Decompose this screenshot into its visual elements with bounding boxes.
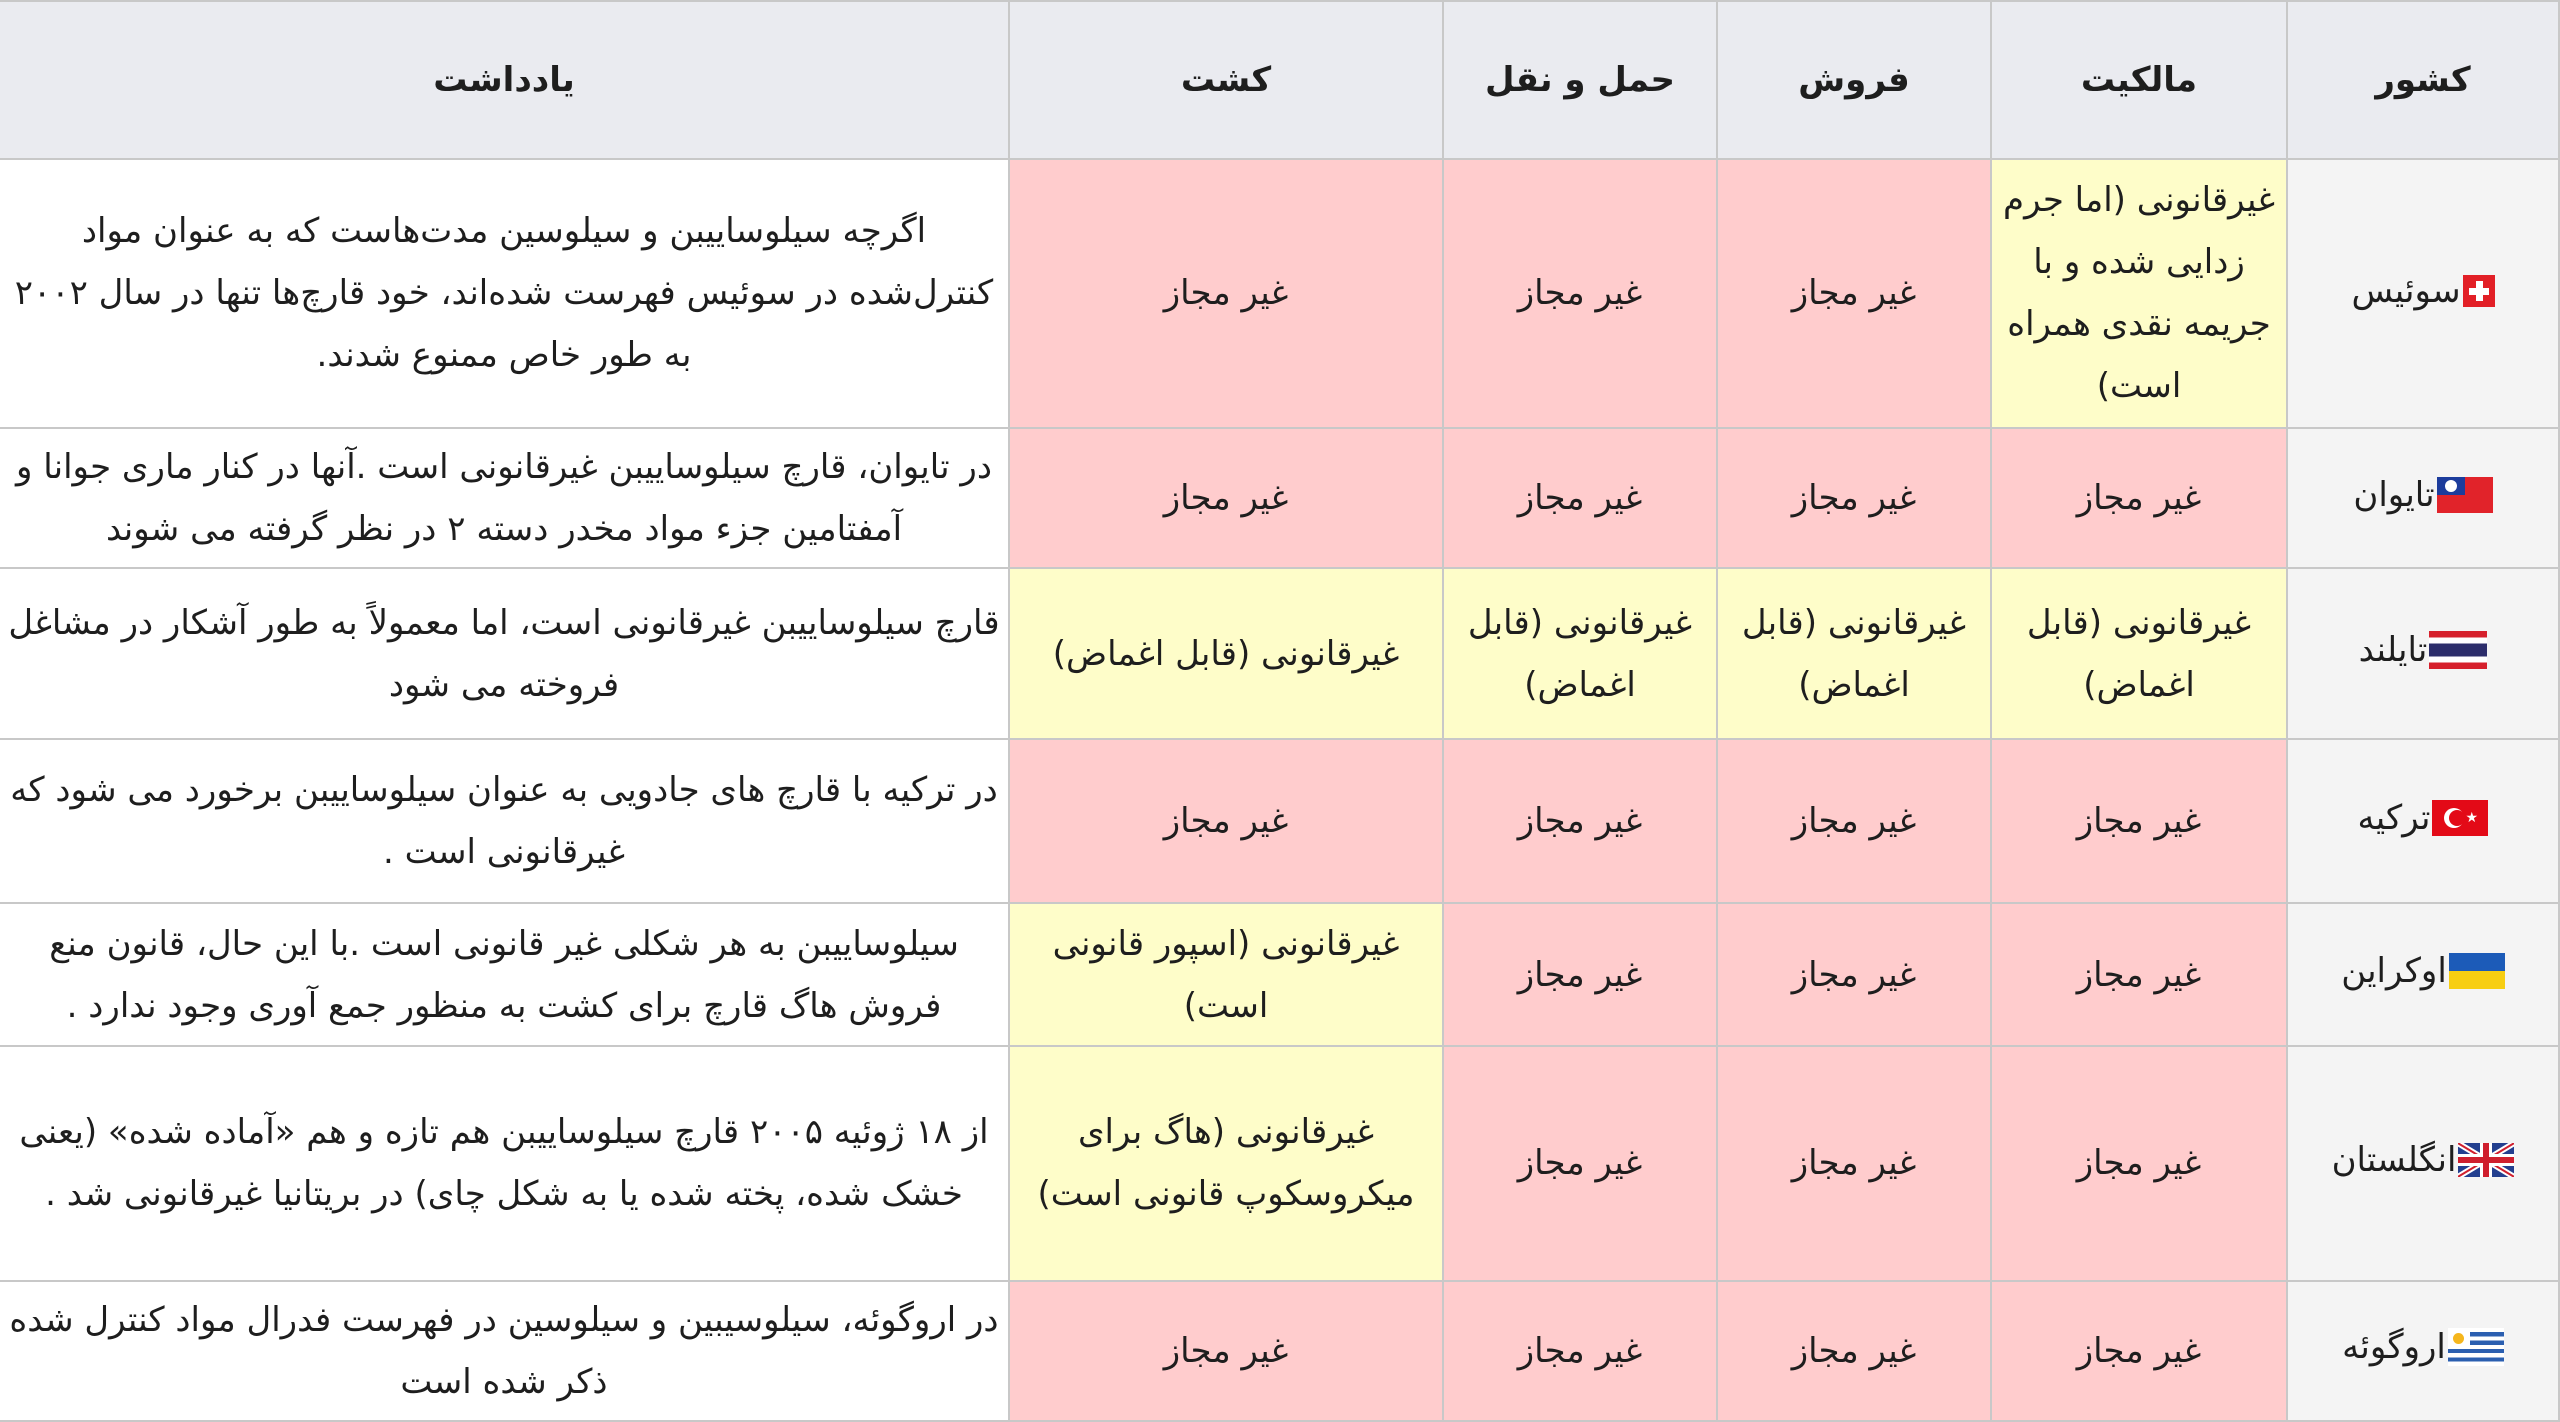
sale-cell: غیر مجاز	[1717, 1046, 1991, 1281]
notes-cell: سیلوساییبن به هر شکلی غیر قانونی است .با این حال، قانون منع فروش هاگ قارچ برای کشت به منظور جمع آوری وجود ندارد .	[0, 903, 1009, 1045]
header-ownership: مالکیت	[1991, 1, 2287, 159]
ownership-cell: غیر مجاز	[1991, 1281, 2287, 1422]
sale-cell: غیر مجاز	[1717, 1281, 1991, 1422]
country-cell	[2287, 739, 2559, 904]
notes-cell: در تایوان، قارچ سیلوساییبن غیرقانونی است .آنها در کنار ماری جوانا و آمفتامین جزء مواد مخدر دسته ۲ در نظر گرفته می شوند	[0, 428, 1009, 568]
transport-cell: غیرقانونی (قابل اغماض)	[1443, 568, 1717, 739]
sale-cell: غیر مجاز	[1717, 159, 1991, 428]
table-row	[0, 568, 2559, 739]
header-transport: حمل و نقل	[1443, 1, 1717, 159]
header-cultivation: کشت	[1009, 1, 1443, 159]
country-cell	[2287, 1046, 2559, 1281]
cultivation-cell: غیرقانونی (هاگ برای میکروسکوپ قانونی است)	[1009, 1046, 1443, 1281]
ownership-cell: غیر مجاز	[1991, 739, 2287, 904]
country-name: اروگوئه	[2342, 1326, 2446, 1367]
table-row	[0, 903, 2559, 1045]
country-name: سوئیس	[2351, 270, 2461, 311]
cultivation-cell: غیرقانونی (اسپور قانونی است)	[1009, 903, 1443, 1045]
country-name: تایلند	[2358, 629, 2428, 670]
table-row	[0, 1046, 2559, 1281]
cultivation-cell: غیر مجاز	[1009, 739, 1443, 904]
country-cell	[2287, 903, 2559, 1045]
cultivation-cell: غیر مجاز	[1009, 1281, 1443, 1422]
notes-cell: در اروگوئه، سیلوسیبین و سیلوسین در فهرست فدرال مواد کنترل شده ذکر شده است	[0, 1281, 1009, 1422]
transport-cell: غیر مجاز	[1443, 739, 1717, 904]
country-name: ترکیه	[2357, 797, 2431, 838]
transport-cell: غیر مجاز	[1443, 159, 1717, 428]
transport-cell: غیر مجاز	[1443, 1046, 1717, 1281]
turkey-flag-icon: ★	[2432, 800, 2488, 836]
ownership-cell: غیر مجاز	[1991, 903, 2287, 1045]
transport-cell: غیر مجاز	[1443, 1281, 1717, 1422]
sale-cell: غیر مجاز	[1717, 739, 1991, 904]
notes-cell: اگرچه سیلوساییبن و سیلوسین مدت‌هاست که به عنوان مواد کنترل‌شده در سوئیس فهرست شده‌اند، خود قارچ‌ها تنها در سال ۲۰۰۲ به طور خاص ممنوع شدند.	[0, 159, 1009, 428]
ownership-cell: غیرقانونی (اما جرم زدایی شده و با جریمه نقدی همراه است)	[1991, 159, 2287, 428]
table-row	[0, 739, 2559, 904]
country-cell	[2287, 428, 2559, 568]
uk-flag-icon	[2458, 1143, 2514, 1177]
notes-cell: قارچ سیلوساییبن غیرقانونی است، اما معمولاً به طور آشکار در مشاغل فروخته می شود	[0, 568, 1009, 739]
ownership-cell: غیر مجاز	[1991, 428, 2287, 568]
table-row	[0, 428, 2559, 568]
thailand-flag-icon	[2429, 631, 2487, 669]
country-cell	[2287, 568, 2559, 739]
taiwan-flag-icon	[2437, 477, 2493, 513]
header-notes: یادداشت	[0, 1, 1009, 159]
notes-cell: در ترکیه با قارچ های جادویی به عنوان سیلوساییبن برخورد می شود که غیرقانونی است .	[0, 739, 1009, 904]
cultivation-cell: غیرقانونی (قابل اغماض)	[1009, 568, 1443, 739]
cultivation-cell: غیر مجاز	[1009, 159, 1443, 428]
sale-cell: غیر مجاز	[1717, 903, 1991, 1045]
header-sale: فروش	[1717, 1, 1991, 159]
sale-cell: غیرقانونی (قابل اغماض)	[1717, 568, 1991, 739]
ukraine-flag-icon	[2449, 953, 2505, 989]
table-row	[0, 1281, 2559, 1422]
sale-cell: غیر مجاز	[1717, 428, 1991, 568]
uruguay-flag-icon	[2448, 1328, 2504, 1366]
country-cell	[2287, 159, 2559, 428]
ownership-cell: غیر مجاز	[1991, 1046, 2287, 1281]
switzerland-flag-icon	[2463, 275, 2495, 307]
country-name: انگلستان	[2331, 1140, 2457, 1181]
cultivation-cell: غیر مجاز	[1009, 428, 1443, 568]
country-name: اوکراین	[2341, 951, 2447, 992]
transport-cell: غیر مجاز	[1443, 903, 1717, 1045]
header-row	[0, 1, 2559, 159]
table-row	[0, 159, 2559, 428]
transport-cell: غیر مجاز	[1443, 428, 1717, 568]
notes-cell: از ۱۸ ژوئیه ۲۰۰۵ قارچ سیلوساییبن هم تازه و هم «آماده شده» (یعنی خشک شده، پخته شده یا به شکل چای) در بریتانیا غیرقانونی شد .	[0, 1046, 1009, 1281]
country-cell	[2287, 1281, 2559, 1422]
country-name: تایوان	[2353, 474, 2435, 515]
header-country: کشور	[2287, 1, 2559, 159]
ownership-cell: غیرقانونی (قابل اغماض)	[1991, 568, 2287, 739]
